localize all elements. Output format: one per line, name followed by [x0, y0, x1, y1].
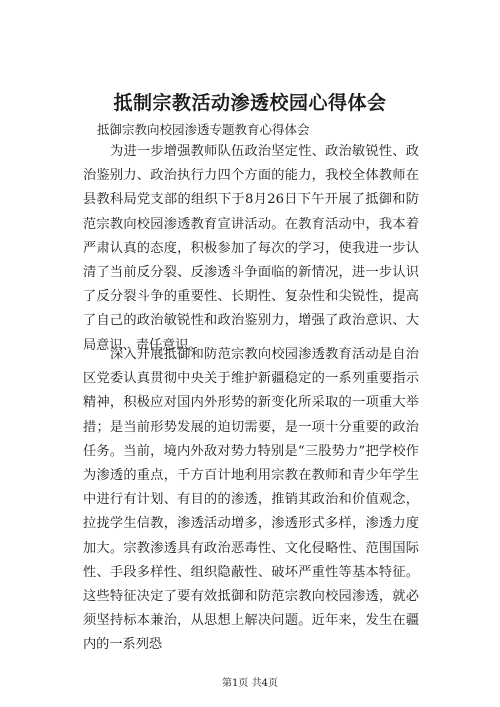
page-footer: 第1页 共4页	[222, 678, 278, 689]
document-title: 抵制宗教活动渗透校园心得体会	[113, 92, 387, 114]
document-subtitle: 抵御宗教向校园渗透专题教育心得体会	[97, 122, 310, 137]
body-paragraph: 深入开展抵御和防范宗教向校园渗透教育活动是自治区党委认真贯彻中央关于维护新疆稳定的一系列重要指示精神，积极应对国内外形势的新变化所采取的一项重大举措；是当前形势发展的迫切需要，是一项十分重要的政治任务。当前，境内外敌对势力特别是“三股势力”把学校作为渗透的重点，千方百计地利用宗教在教师和青少年学生中进行有计划、有目的的渗透，推销其政治和价值观念，拉拢学生信教，渗透活动增多，渗透形式多样，渗透力度加大。宗教渗透具有政治恶毒性、文化侵略性、范围国际性、手段多样性、组织隐蔽性、破坏严重性等基本特征。这些特征决定了要有效抵御和防范宗教向校园渗透，就必须坚持标本兼治，从思想上解决问题。近年来，发生在疆内的一系列恐	[83, 347, 419, 653]
body-paragraph: 为进一步增强教师队伍政治坚定性、政治敏锐性、政治鉴别力、政治执行力四个方面的能力，我校全体教师在县教科局党支部的组织下于8月26日下午开展了抵御和防范宗教向校园渗透教育宣讲活动。在教育活动中，我本着严肃认真的态度，积极参加了每次的学习，使我进一步认清了当前反分裂、反渗透斗争面临的新情况，进一步认识了反分裂斗争的重要性、长期性、复杂性和尖锐性，提高了自己的政治敏锐性和政治鉴别力，增强了政治意识、大局意识、责任意识。	[83, 144, 419, 353]
